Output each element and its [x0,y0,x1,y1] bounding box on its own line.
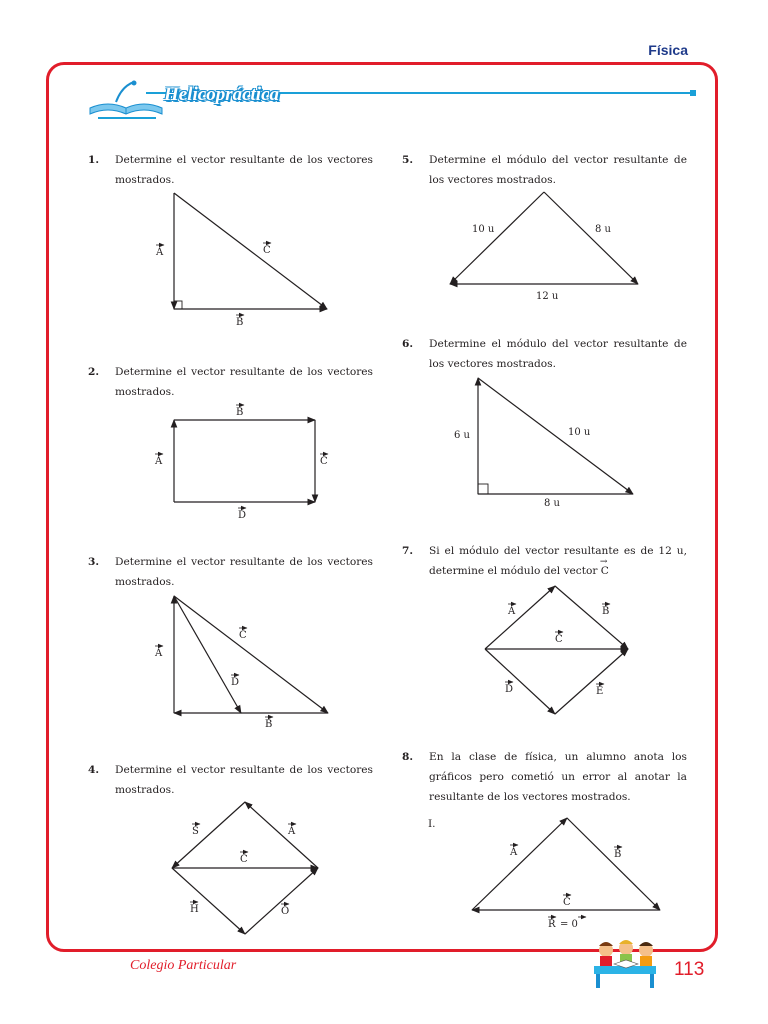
label-a: A [288,826,296,837]
label-c: C [320,456,328,467]
label-left: 10 u [472,224,495,235]
question-text: Determine el módulo del vector resultante de los vectores mostrados. [429,154,687,186]
label-a: A [508,606,516,617]
label-a: A [155,648,163,659]
label-a: A [510,847,518,858]
question-text [429,541,687,582]
label-vert: 6 u [454,430,470,441]
label-b: B [236,407,244,418]
label-d: D [505,684,514,695]
kids-reading-illustration [586,936,664,992]
page-number: 113 [674,959,705,980]
book-icon [86,78,166,120]
figure-1 [140,185,360,335]
question-number: 8. [402,751,414,763]
label-right: 8 u [595,224,611,235]
question-text: Determine el módulo del vector resultante de los vectores mostrados. [429,338,687,370]
label-b: B [236,317,244,328]
section-banner [86,78,696,120]
label-s: S [192,826,199,837]
figure-3 [150,590,350,735]
banner-dot [690,90,696,96]
vector-arrow-icon: → [599,557,608,567]
question-text-main: Si el módulo del vector resultante es de 12 u, determine el módulo del vector C [429,545,687,577]
label-r: R [548,919,556,930]
question-number: 3. [88,556,100,568]
label-c: C [263,245,271,256]
label-c: C [563,897,571,908]
label-a: A [156,247,164,258]
question-number: 6. [402,338,414,350]
question-number: 4. [88,764,100,776]
label-r-eq: = 0 [560,919,578,930]
label-base: 12 u [536,291,559,302]
label-d: D [231,677,240,688]
label-c: C [239,630,247,641]
footer-school: Colegio Particular [130,958,237,973]
question-number: 7. [402,545,414,557]
label-b: B [602,606,610,617]
label-c: C [240,854,248,865]
label-b: B [265,719,273,730]
label-a: A [155,456,163,467]
label-h: H [190,904,199,915]
label-base: 8 u [544,498,560,509]
figure-6 [450,372,650,512]
figure-7 [470,580,650,720]
question-number: 5. [402,154,414,166]
label-b: B [614,849,622,860]
label-d: D [238,510,247,521]
label-hyp: 10 u [568,427,591,438]
label-e: E [596,686,604,697]
subject-header: Física [648,42,688,58]
banner-title: Helicopráctica [164,84,280,105]
label-o: O [281,906,290,917]
question-text: Determine el vector resultante de los vectores mostrados. [115,366,373,398]
figure-4 [150,796,350,941]
question-number: 2. [88,366,100,378]
question-number: 1. [88,154,100,166]
label-c: C [555,634,563,645]
figure-8-part: I. [428,818,436,830]
figure-8 [462,812,672,937]
question-text: Determine el vector resultante de los vectores mostrados. [115,764,373,796]
question-text: En la clase de física, un alumno anota los gráficos pero cometió un error al anotar la resultante de los vectores mostrados. [429,751,687,803]
question-text: Determine el vector resultante de los vectores mostrados. [115,154,373,186]
figure-5 [440,186,650,306]
question-text: Determine el vector resultante de los vectores mostrados. [115,556,373,588]
figure-2 [150,402,350,526]
